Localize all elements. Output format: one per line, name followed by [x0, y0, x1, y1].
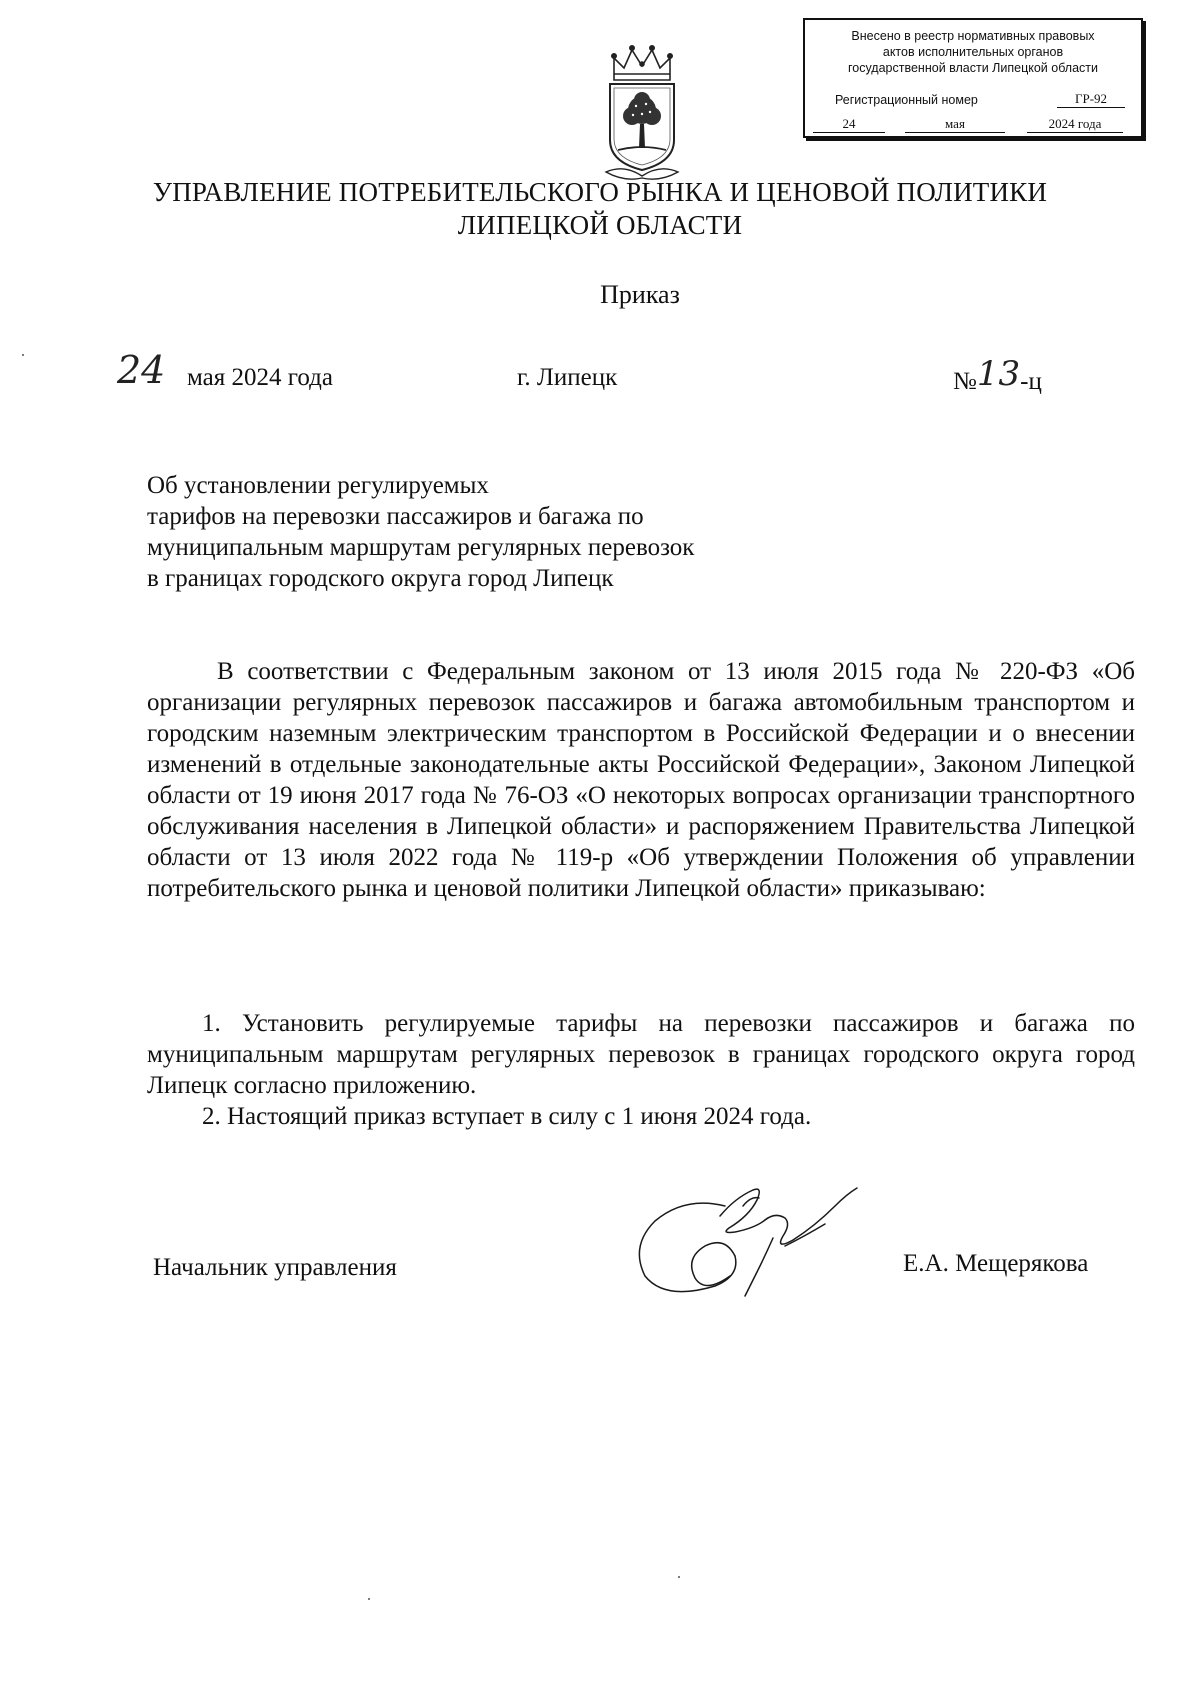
- order-items: [147, 1008, 1135, 1132]
- scan-speck: [368, 1598, 370, 1600]
- subject-line: муниципальным маршрутам регулярных перевозок: [147, 534, 695, 561]
- scan-speck: [22, 354, 24, 356]
- order-item: 2. Настоящий приказ вступает в силу с 1 июня 2024 года.: [202, 1103, 812, 1130]
- stamp-day: 24: [813, 116, 885, 133]
- document-date: мая 2024 года: [187, 364, 333, 391]
- organization-name-line: УПРАВЛЕНИЕ ПОТРЕБИТЕЛЬСКОГО РЫНКА И ЦЕНОВОЙ ПОЛИТИКИ: [152, 177, 1048, 207]
- scan-speck: [678, 1576, 680, 1578]
- signature-block: [0, 1192, 1200, 1332]
- preamble-paragraph: В соответствии с Федеральным законом от 13 июля 2015 года № 220-ФЗ «Об организации регулярных перевозок пассажиров и багажа автомобильным транспортом и городским наземным электрическим транспортом в Российской Федерации и о внесении изменений в отдельные законодательные акты Российской Федерации», Законом Липецкой области от 19 июня 2017 года № 76-ОЗ «О некоторых вопросах организации транспортного обслуживания населения в Липецкой области» и распоряжением Правительства Липецкой области от 13 июля 2022 года № 119-р «Об утверждении Положения об управлении потребительского рынка и ценовой политики Липецкой области» приказываю:: [147, 658, 1135, 902]
- stamp-date-row: [805, 116, 1145, 134]
- stamp-registration-row: [835, 92, 1135, 108]
- stamp-line: государственной власти Липецкой области: [847, 61, 1099, 75]
- handwritten-day: 24: [117, 348, 166, 392]
- document-meta-row: [0, 348, 1200, 408]
- signatory-name: Е.А. Мещерякова: [903, 1250, 1089, 1277]
- handwritten-number: 13: [976, 354, 1021, 394]
- document-number: [953, 354, 1042, 398]
- number-prefix: №: [953, 368, 977, 395]
- subject-line: тарифов на перевозки пассажиров и багажа по: [147, 503, 644, 530]
- stamp-month: мая: [905, 116, 1005, 133]
- handwritten-signature-icon: [625, 1176, 865, 1306]
- organization-name-line: ЛИПЕЦКОЙ ОБЛАСТИ: [457, 210, 743, 240]
- registry-stamp: [803, 18, 1143, 138]
- stamp-reg-label: Регистрационный номер: [835, 93, 978, 107]
- order-item: 1. Установить регулируемые тарифы на перевозки пассажиров и багажа по муниципальным маршрутам регулярных перевозок в границах городского округа город Липецк согласно приложению.: [147, 1010, 1135, 1099]
- subject-line: Об установлении регулируемых: [147, 472, 489, 499]
- stamp-line: Внесено в реестр нормативных правовых: [851, 29, 1095, 43]
- number-suffix: -ц: [1020, 368, 1042, 395]
- document-city: г. Липецк: [517, 364, 618, 391]
- document-subject: [147, 470, 827, 594]
- stamp-year: 2024 года: [1027, 116, 1123, 133]
- coat-of-arms-icon: [600, 44, 684, 184]
- subject-line: в границах городского округа город Липецк: [147, 565, 614, 592]
- signatory-title: Начальник управления: [153, 1254, 397, 1281]
- stamp-reg-number: ГР-92: [1057, 91, 1125, 108]
- organization-name: [100, 176, 1100, 242]
- stamp-line: актов исполнительных органов: [882, 45, 1064, 59]
- document-type: Приказ: [600, 280, 680, 309]
